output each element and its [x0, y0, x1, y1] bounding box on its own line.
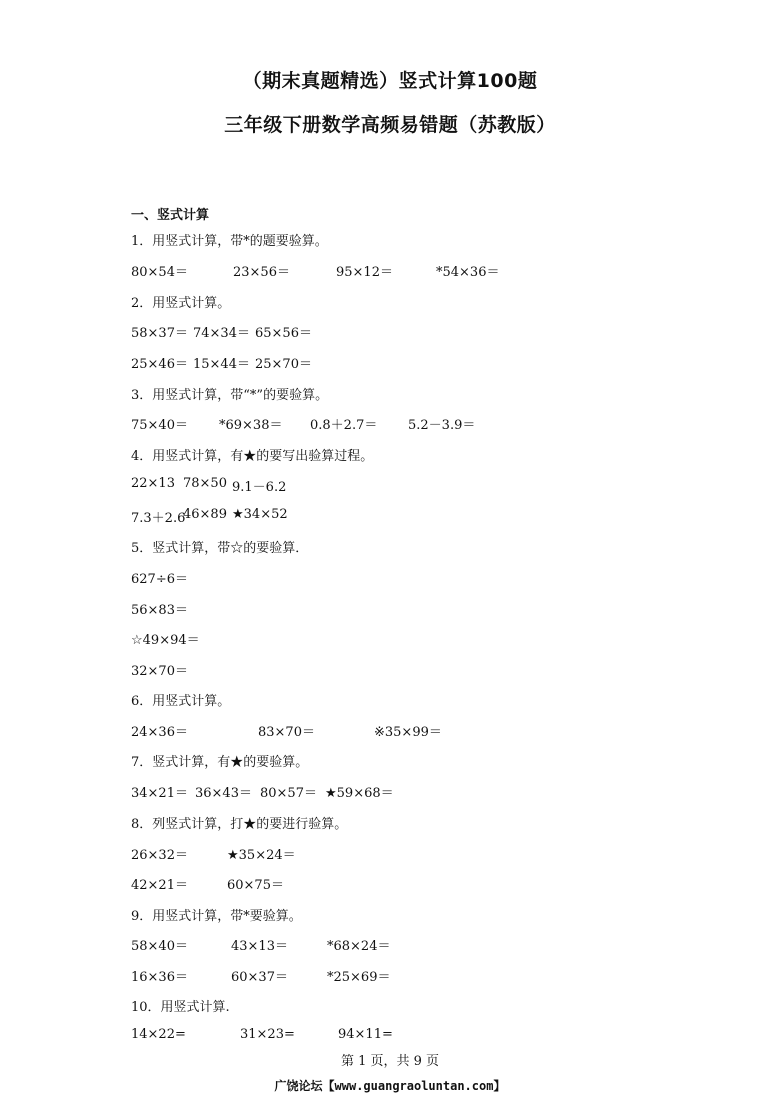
question-prompt: 4．用竖式计算，有★的要写出验算过程。 [131, 449, 374, 464]
math-expression: 80×54＝ [131, 265, 188, 280]
math-expression: 95×12＝ [336, 265, 393, 280]
math-expression: 56×83＝ [131, 603, 188, 618]
math-expression: 23×56＝ [233, 265, 290, 280]
math-expression: 58×37＝ [131, 326, 188, 341]
math-expression: *54×36＝ [436, 265, 500, 280]
question-prompt: 6．用竖式计算。 [131, 694, 231, 709]
math-expression: 46×89 [183, 507, 227, 522]
page-footer: 第 1 页，共 9 页 [340, 1054, 440, 1069]
question-prompt: 10．用竖式计算. [131, 1000, 230, 1015]
math-expression: 75×40＝ [131, 418, 188, 433]
math-expression: 5.2－3.9＝ [408, 418, 476, 433]
question-prompt: 8．列竖式计算，打★的要进行验算。 [131, 817, 348, 832]
math-expression: ★59×68＝ [325, 786, 394, 801]
math-expression: ※35×99＝ [374, 725, 442, 740]
section-heading: 一、竖式计算 [131, 208, 210, 223]
brand-footer: 广饶论坛【www.guangraoluntan.com】 [274, 1079, 506, 1093]
math-expression: 25×46＝ [131, 357, 188, 372]
math-expression: 58×40＝ [131, 939, 188, 954]
math-expression: 60×37＝ [231, 970, 288, 985]
math-expression: 42×21＝ [131, 878, 188, 893]
math-expression: 36×43＝ [195, 786, 252, 801]
question-prompt: 1．用竖式计算，带*的题要验算。 [131, 234, 328, 249]
math-expression: 32×70＝ [131, 664, 188, 679]
question-prompt: 3．用竖式计算，带“*”的要验算。 [131, 388, 329, 403]
math-expression: 60×75＝ [227, 878, 284, 893]
math-expression: 0.8＋2.7＝ [310, 418, 378, 433]
math-expression: 24×36＝ [131, 725, 188, 740]
question-prompt: 7．竖式计算，有★的要验算。 [131, 755, 309, 770]
math-expression: 25×70＝ [255, 357, 312, 372]
math-expression: 31×23= [240, 1027, 295, 1042]
math-expression: 80×57＝ [260, 786, 317, 801]
math-expression: ★34×52 [232, 507, 288, 522]
math-expression: 43×13＝ [231, 939, 288, 954]
math-expression: 7.3＋2.6 [131, 511, 186, 526]
math-expression: 9.1－6.2 [232, 480, 287, 495]
question-prompt: 2．用竖式计算。 [131, 296, 231, 311]
math-expression: 15×44＝ [193, 357, 250, 372]
math-expression: 65×56＝ [255, 326, 312, 341]
math-expression: 16×36＝ [131, 970, 188, 985]
math-expression: 74×34＝ [193, 326, 250, 341]
title-line-2: 三年级下册数学高频易错题（苏教版） [224, 114, 556, 136]
math-expression: 94×11= [338, 1027, 393, 1042]
math-expression: 83×70＝ [258, 725, 315, 740]
question-prompt: 5．竖式计算，带☆的要验算． [131, 541, 309, 556]
math-expression: ☆49×94＝ [131, 633, 200, 648]
math-expression: *68×24＝ [327, 939, 391, 954]
math-expression: *69×38＝ [219, 418, 283, 433]
math-expression: 22×13 [131, 476, 175, 491]
question-prompt: 9．用竖式计算，带*要验算。 [131, 909, 302, 924]
math-expression: *25×69＝ [327, 970, 391, 985]
math-expression: 26×32＝ [131, 848, 188, 863]
math-expression: 14×22= [131, 1027, 186, 1042]
math-expression: 78×50 [183, 476, 227, 491]
title-line-1: （期末真题精选）竖式计算100题 [242, 70, 538, 92]
math-expression: 627÷6＝ [131, 572, 188, 587]
math-expression: 34×21＝ [131, 786, 188, 801]
math-expression: ★35×24＝ [227, 848, 296, 863]
